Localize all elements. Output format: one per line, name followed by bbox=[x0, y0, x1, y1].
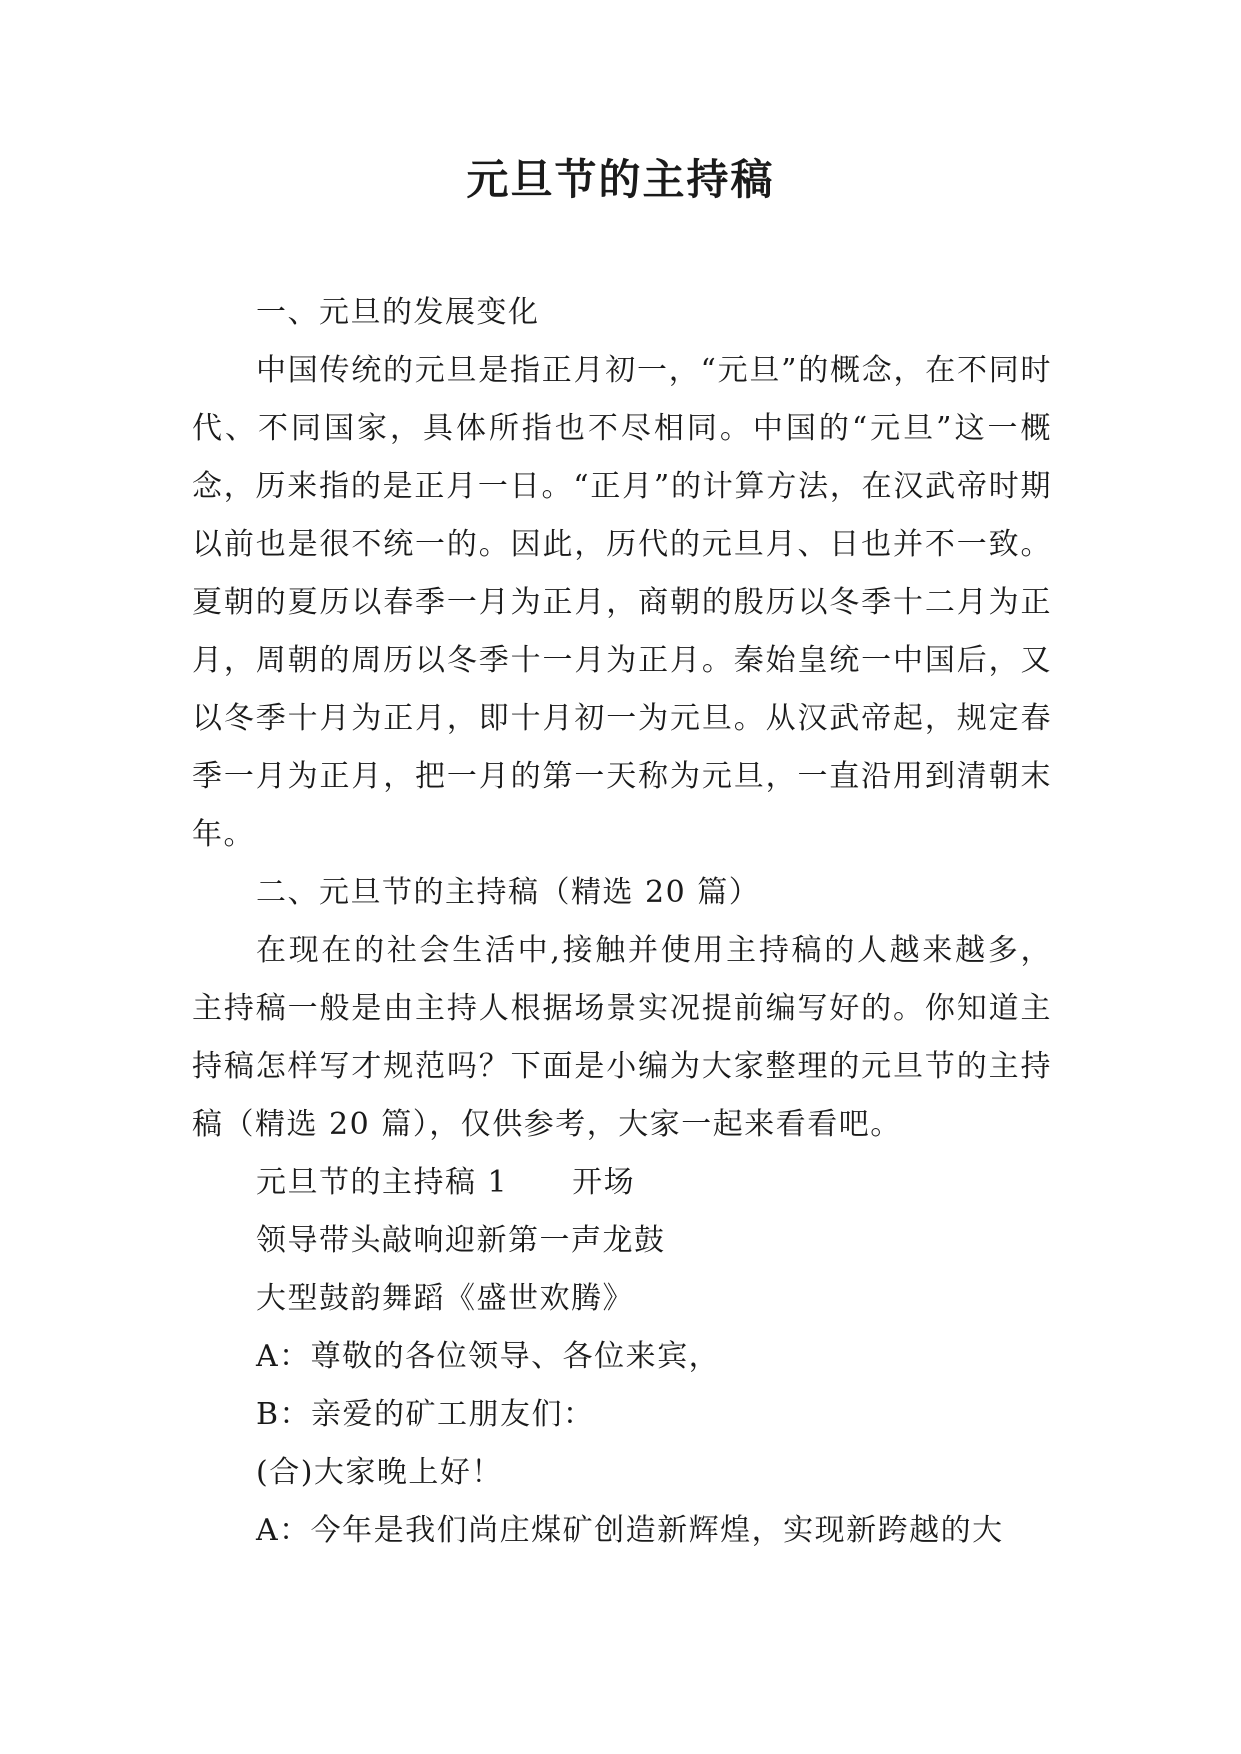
script-line-3: A：尊敬的各位领导、各位来宾， bbox=[256, 1339, 721, 1374]
script-line-4: B：亲爱的矿工朋友们： bbox=[256, 1397, 595, 1432]
section-heading-2: 二、元旦节的主持稿（精选 20 篇） bbox=[256, 875, 761, 910]
script-line-1: 领导带头敲响迎新第一声龙鼓 bbox=[256, 1223, 666, 1258]
document-body bbox=[192, 284, 1052, 1560]
script-heading bbox=[192, 1154, 1052, 1212]
body-paragraph-intro: 在现在的社会生活中,接触并使用主持稿的人越来越多，主持稿一般是由主持人根据场景实况提前编写好的。你知道主持稿怎样写才规范吗？下面是小编为大家整理的元旦节的主持稿（精选 20 篇），仅供参考，大家一起来看看吧。 bbox=[192, 933, 1052, 1142]
script-line-2: 大型鼓韵舞蹈《盛世欢腾》 bbox=[256, 1281, 634, 1316]
script-heading-section: 开场 bbox=[572, 1165, 636, 1200]
script-heading-label: 元旦节的主持稿 1 bbox=[256, 1165, 509, 1200]
document-title: 元旦节的主持稿 bbox=[466, 155, 775, 204]
body-paragraph-history: 中国传统的元旦是指正月初一，“元旦”的概念，在不同时代、不同国家，具体所指也不尽相同。中国的“元旦”这一概念，历来指的是正月一日。“正月”的计算方法，在汉武帝时期以前也是很不统一的。因此，历代的元旦月、日也并不一致。夏朝的夏历以春季一月为正月，商朝的殷历以冬季十二月为正月，周朝的周历以冬季十一月为正月。秦始皇统一中国后，又以冬季十月为正月，即十月初一为元旦。从汉武帝起，规定春季一月为正月，把一月的第一天称为元旦，一直沿用到清朝末年。 bbox=[192, 353, 1052, 852]
script-line-5: (合)大家晚上好！ bbox=[256, 1455, 503, 1490]
section-heading-1: 一、元旦的发展变化 bbox=[256, 295, 540, 330]
script-line-6: A：今年是我们尚庄煤矿创造新辉煌，实现新跨越的大 bbox=[256, 1513, 1004, 1548]
